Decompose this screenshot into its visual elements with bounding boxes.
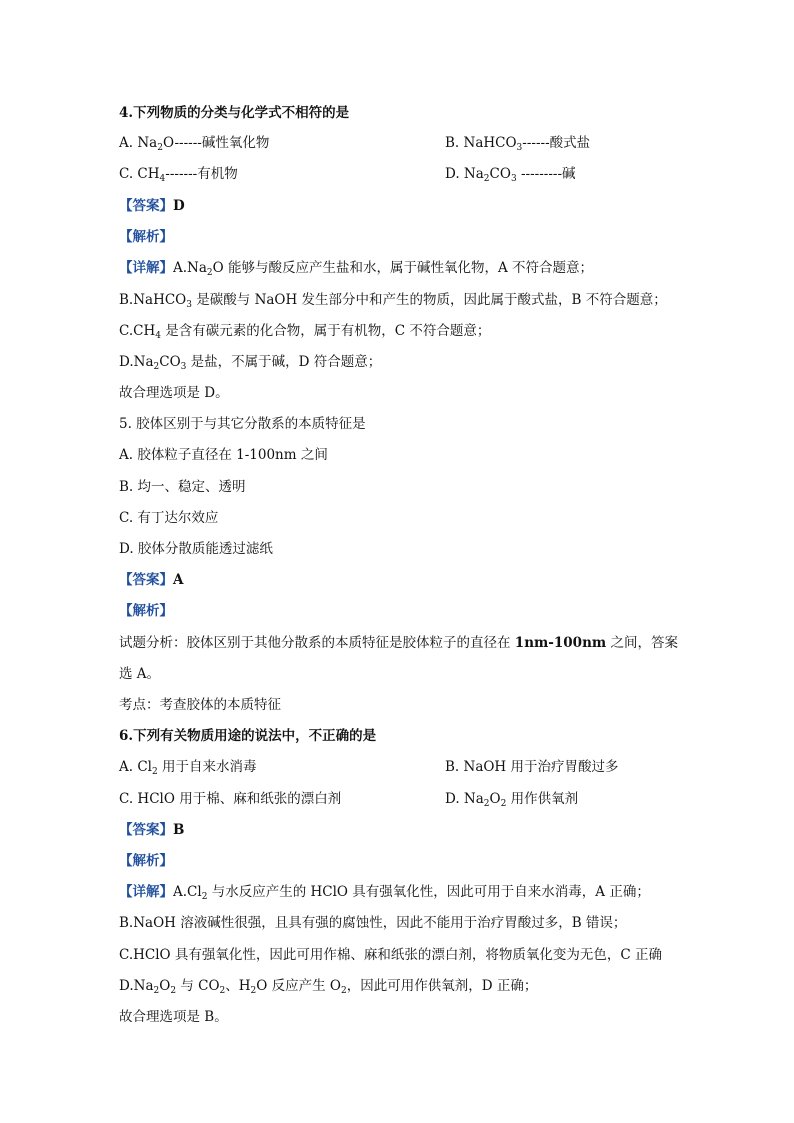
q6-detail-2: B.NaOH 溶液碱性很强，且具有强的腐蚀性，因此不能用于治疗胃酸过多，B 错误； [119, 915, 627, 931]
q6-stem: 6.下列有关物质用途的说法中，不正确的是 [119, 728, 377, 744]
q6-option-b: B. NaOH 用于治疗胃酸过多 [445, 759, 619, 775]
q4-option-d: D. $Na_2CO_3$ ---------碱 [445, 166, 576, 184]
q6-conclusion: 故合理选项是 B。 [119, 1009, 228, 1025]
q4-option-b: B. NaHCO$_3$------酸式盐 [445, 135, 591, 153]
q5-explanation-1: 试题分析：胶体区别于其他分散系的本质特征是胶体粒子的直径在 1nm-100nm 之间，答案 [119, 635, 678, 651]
q6-detail-1: 【详解】$A.Cl_2$ 与水反应产生的 HClO 具有强氧化性，因此可用于自来水消毒，A 正确； [119, 884, 650, 902]
q6-option-c: C. HClO 用于棉、麻和纸张的漂白剂 [119, 791, 342, 807]
q6-analysis-label: 【解析】 [119, 853, 173, 869]
q4-stem: 4.下列物质的分类与化学式不相符的是 [119, 105, 350, 121]
q6-detail-3: C.HClO 具有强氧化性，因此可用作棉、麻和纸张的漂白剂，将物质氧化变为无色，C 正确 [119, 947, 663, 963]
q4-detail-1: 【详解】$A.Na_2O$ 能够与酸反应产生盐和水，属于碱性氧化物，A 不符合题意； [119, 260, 594, 278]
q6-detail-4: $D.Na_2O_2$ 与 $CO_2$、$H_2O$ 反应产生 $O_2$，因此可用作供氧剂，D 正确； [119, 978, 538, 996]
q4-detail-4: $D.Na_2CO_3$ 是盐，不属于碱，D 符合题意； [119, 354, 382, 372]
q4-analysis-label: 【解析】 [119, 229, 173, 245]
q6-option-a: A. $Cl_2$ 用于自来水消毒 [119, 759, 257, 777]
q6-option-d: D. $Na_2O_2$ 用作供氧剂 [445, 791, 579, 809]
q5-analysis-label: 【解析】 [119, 603, 173, 619]
q4-answer: 【答案】D [119, 198, 185, 214]
q4-detail-2: B.NaHCO$_3$ 是碳酸与 NaOH 发生部分中和产生的物质，因此属于酸式盐，B 不符合题意； [119, 292, 667, 310]
q4-detail-3: $C.CH_4$ 是含有碳元素的化合物，属于有机物，C 不符合题意； [119, 323, 491, 341]
q4-conclusion: 故合理选项是 D。 [119, 385, 229, 401]
q5-option-a: A. 胶体粒子直径在 1-100nm 之间 [119, 447, 328, 463]
q5-explanation-2: 选 A。 [119, 666, 161, 682]
q6-answer: 【答案】B [119, 822, 185, 838]
q5-option-b: B. 均一、稳定、透明 [119, 479, 246, 495]
q5-option-d: D. 胶体分散质能透过滤纸 [119, 541, 273, 557]
q5-test-point: 考点：考查胶体的本质特征 [119, 697, 281, 713]
q4-option-c: C. $CH_4-------$有机物 [119, 166, 238, 184]
q5-answer: 【答案】A [119, 572, 184, 588]
q5-option-c: C. 有丁达尔效应 [119, 510, 219, 526]
q5-stem: 5. 胶体区别于与其它分散系的本质特征是 [119, 416, 366, 432]
q4-option-a: A. $Na_2O------$碱性氧化物 [119, 135, 270, 153]
